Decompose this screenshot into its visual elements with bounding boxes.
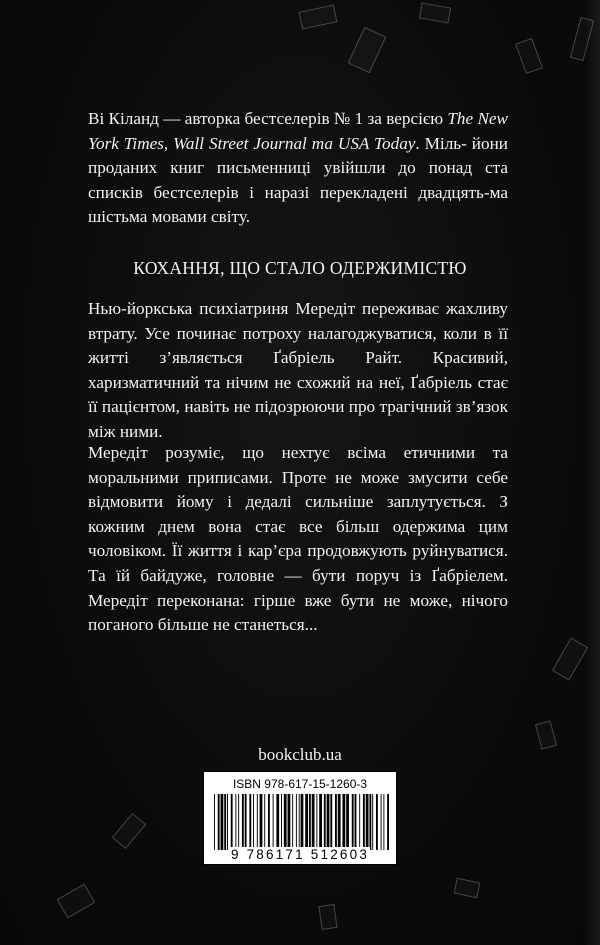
- barcode-bar: [372, 794, 373, 850]
- barcode-bar: [352, 794, 354, 850]
- glass-shard: [552, 638, 588, 681]
- barcode-bar: [299, 794, 300, 850]
- barcode-bar: [214, 794, 215, 850]
- blurb-paragraph-2: Мередіт розуміє, що нехтує всіма етичними та моральними приписами. Проте не може змусити себе відмовити йому і дедалі сильніше заплутується. З кожним днем вона стає все більш одержима цим чоловіком. Її життя і кар’єра продовжують руйнуватися. Та їй байдуже, головне — бути поруч із Ґабріелем. Мередіт переконана: гірше вже бути не може, нічого поганого більше не станеться...: [88, 443, 508, 635]
- barcode-bar: [324, 794, 326, 850]
- barcode-bar: [359, 794, 360, 850]
- glass-shard: [515, 38, 543, 74]
- barcode-bar: [305, 794, 308, 850]
- barcode-bars: [214, 794, 389, 850]
- glass-shard: [348, 27, 387, 73]
- barcode-bar: [284, 794, 287, 850]
- glass-shard: [112, 813, 146, 849]
- barcode-bar: [369, 794, 371, 850]
- barcode-bar: [218, 794, 220, 850]
- barcode-bar: [260, 794, 263, 850]
- barcode-bar: [376, 794, 378, 850]
- barcode-bar: [330, 794, 332, 850]
- blurb-paragraph-1: Нью-йоркська психіатриня Мередіт переживає жахливу втрату. Усе починає потроху налагоджуватися, коли в її житті з’являється Ґабріель Райт. Красивий, харизматичний та нічим не схожий на неї, Ґабріель стає її пацієнтом, навіть не підозрюючи про трагічний зв’язок між ними.: [88, 299, 508, 441]
- barcode-bar: [273, 794, 274, 850]
- barcode-bar: [257, 794, 258, 850]
- spine-edge: [586, 0, 600, 945]
- glass-shard: [57, 883, 96, 918]
- barcode-bar: [312, 794, 315, 850]
- author-bio: Ві Кіланд — авторка бестселерів № 1 за версією The New York Times, Wall Street Journal та USA Today. Міль- йони проданих книг письменниці увійшли до понад ста списків бестселерів і наразі перекладені двадцять-ма шістьма мовами світу.: [88, 109, 509, 227]
- glass-shard: [318, 904, 337, 930]
- glass-shard: [454, 878, 481, 899]
- barcode-bar: [221, 794, 224, 850]
- barcode-bar: [238, 794, 239, 850]
- barcode-bar: [249, 794, 251, 850]
- barcode-bar: [264, 794, 265, 850]
- barcode-bar: [338, 794, 341, 850]
- barcode-bar: [387, 794, 389, 850]
- barcode-bar: [342, 794, 345, 850]
- barcode-bar: [245, 794, 247, 850]
- barcode-bar: [363, 794, 365, 850]
- barcode-bar: [346, 794, 349, 850]
- barcode-bar: [366, 794, 369, 850]
- barcode-panel: [203, 771, 397, 865]
- barcode-bar: [276, 794, 279, 850]
- barcode-bar: [301, 794, 304, 850]
- barcode-bar: [309, 794, 311, 850]
- barcode-bar: [253, 794, 254, 850]
- publisher-website: bookclub.ua: [258, 745, 342, 764]
- barcode-bar: [231, 794, 233, 850]
- barcode-bar: [327, 794, 330, 850]
- barcode-bar: [227, 794, 228, 850]
- barcode-bar: [355, 794, 357, 850]
- barcode-bar: [288, 794, 291, 850]
- barcode-digits: 9 786171 512603: [230, 847, 370, 862]
- barcode-bar: [292, 794, 293, 850]
- barcode-bar: [281, 794, 282, 850]
- barcode-bar: [235, 794, 236, 850]
- tagline-heading: КОХАННЯ, ЩО СТАЛО ОДЕРЖИМІСТЮ: [133, 258, 467, 278]
- glass-shard: [299, 4, 338, 29]
- barcode-bar: [319, 794, 322, 850]
- barcode-bar: [335, 794, 337, 850]
- glass-shard: [419, 3, 451, 24]
- barcode-bar: [268, 794, 270, 850]
- barcode-bar: [316, 794, 317, 850]
- barcode-bar: [296, 794, 297, 850]
- isbn-label: ISBN 978-617-15-1260-3: [232, 777, 368, 791]
- barcode-bar: [242, 794, 244, 850]
- barcode-bar: [381, 794, 382, 850]
- barcode-bar: [224, 794, 226, 850]
- barcode-bar: [383, 794, 384, 850]
